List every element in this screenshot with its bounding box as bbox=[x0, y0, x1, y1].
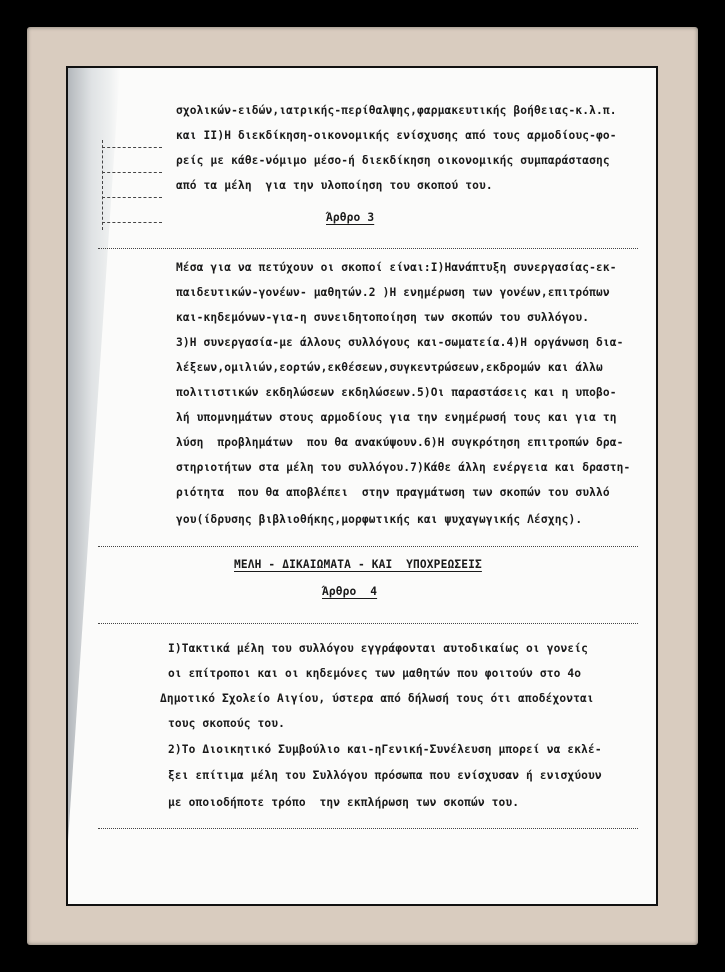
text-line: ρείς με κάθε-νόμιμο μέσο-ή διεκδίκηση οικονομικής συμπαράστασης bbox=[176, 154, 610, 167]
separator bbox=[98, 248, 638, 249]
text-line: στηριοτήτων στα μέλη του συλλόγου.7)Κάθε άλλη ενέργεια και δραστη- bbox=[176, 461, 631, 474]
margin-rule bbox=[102, 172, 162, 173]
page-curl-shadow bbox=[68, 68, 120, 906]
text-line: 3)Η συνεργασία-με άλλους συλλόγους και-σωματεία.4)Η οργάνωση δια- bbox=[176, 336, 624, 349]
text-line: τους σκοπούς του. bbox=[168, 717, 286, 730]
text-line: 2)Το Διοικητικό Συμβούλιο και-ηΓενική-Συνέλευση μπορεί να εκλέ- bbox=[168, 743, 602, 756]
article-4-heading: Άρθρο 4 bbox=[322, 585, 378, 598]
separator bbox=[98, 623, 638, 624]
margin-rule bbox=[102, 147, 162, 148]
text-line: παιδευτικών-γονέων- μαθητών.2 )Η ενημέρωση των γονέων,επιτρόπων bbox=[176, 286, 610, 299]
text-line: και-κηδεμόνων-για-η συνειδητοποίηση των σκοπών του συλλόγου. bbox=[176, 311, 590, 324]
article-3-heading: Άρθρο 3 bbox=[326, 211, 375, 224]
text-line: σχολικών-ειδών,ιατρικής-περίθαλψης,φαρμακευτικής βοήθειας-κ.λ.π. bbox=[176, 104, 617, 117]
document-page bbox=[66, 66, 658, 906]
text-line: λύση προβλημάτων που θα ανακύψουν.6)Η συγκρότηση επιτροπών δρα- bbox=[176, 436, 624, 449]
text-line: και ΙΙ)Η διεκδίκηση-οικονομικής ενίσχυσης από τους αρμοδίους-φο- bbox=[176, 129, 617, 142]
text-line: Μέσα για να πετύχουν οι σκοποί είναι:Ι)Ηανάπτυξη συνεργασίας-εκ- bbox=[176, 261, 617, 274]
text-line: ξει επίτιμα μέλη του Συλλόγου πρόσωπα που ενίσχυσαν ή ενισχύουν bbox=[168, 769, 602, 782]
text-line: οι επίτροποι και οι κηδεμόνες των μαθητών που φοιτούν στο 4ο bbox=[168, 667, 582, 680]
margin-rule bbox=[102, 222, 162, 223]
text-line: ριότητα που θα αποβλέπει στην πραγμάτωση των σκοπών του συλλό bbox=[176, 486, 610, 499]
section-heading: ΜΕΛΗ - ΔΙΚΑΙΩΜΑΤΑ - ΚΑΙ ΥΠΟΧΡΕΩΣΕΙΣ bbox=[234, 558, 482, 571]
separator bbox=[98, 546, 638, 547]
text-line: λέξεων,ομιλιών,εορτών,εκθέσεων,συγκεντρώσεων,εκδρομών και άλλω bbox=[176, 361, 603, 374]
text-line: Ι)Τακτικά μέλη του συλλόγου εγγράφονται αυτοδικαίως οι γονείς bbox=[168, 642, 589, 655]
text-line: λή υπομνημάτων στους αρμοδίους για την ενημέρωσή τους και για τη bbox=[176, 411, 617, 424]
separator bbox=[98, 828, 638, 829]
text-line: γου(ίδρυσης βιβλιοθήκης,μορφωτικής και ψυχαγωγικής Λέσχης). bbox=[176, 513, 583, 526]
text-line: από τα μέλη για την υλοποίηση του σκοπού του. bbox=[176, 179, 493, 192]
text-line: με οποιοδήποτε τρόπο την εκπλήρωση των σκοπών του. bbox=[168, 796, 520, 809]
text-line: πολιτιστικών εκδηλώσεων εκδηλώσεων.5)Οι παραστάσεις και η υποβο- bbox=[176, 386, 617, 399]
text-line: Δημοτικό Σχολείο Αιγίου, ύστερα από δήλωσή τους ότι αποδέχονται bbox=[160, 692, 594, 705]
margin-rule bbox=[102, 140, 103, 230]
margin-rule bbox=[102, 197, 162, 198]
